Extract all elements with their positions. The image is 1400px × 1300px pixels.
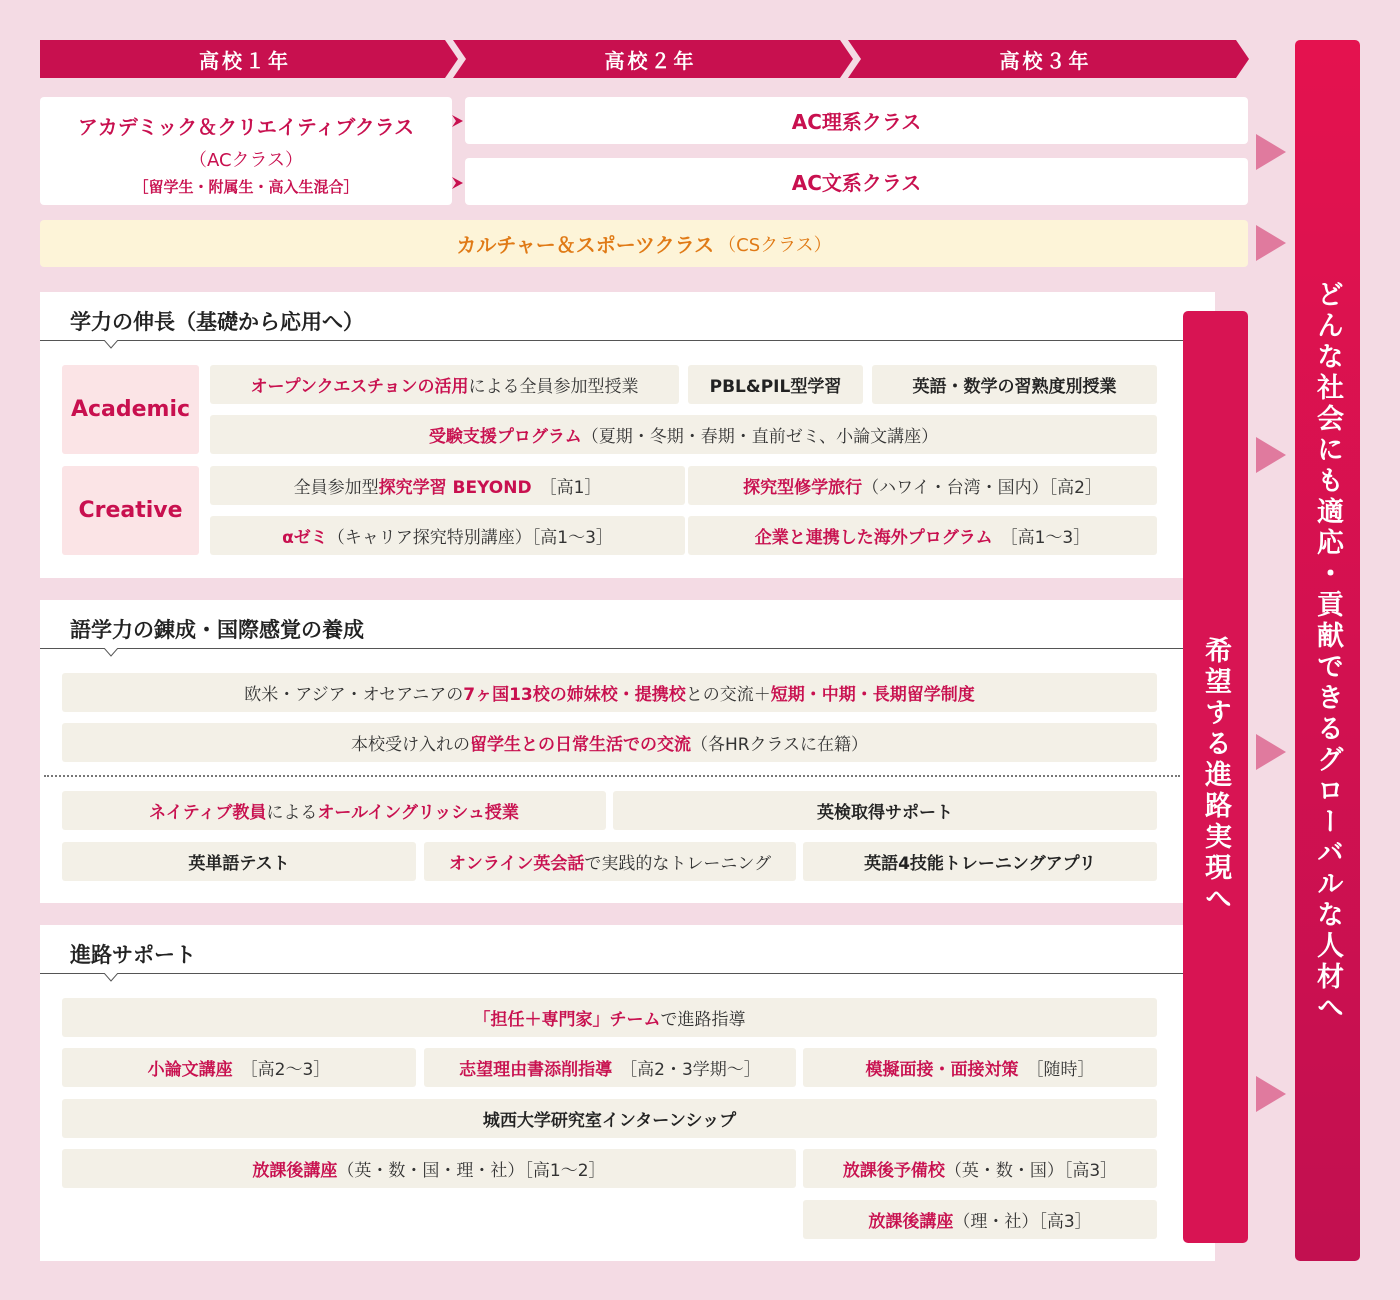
overseas-program-highlight: 企業と連携した海外プログラム [754, 528, 993, 548]
native-teacher-item [62, 791, 606, 830]
beyond-highlight: 探究学習 BEYOND [378, 478, 532, 498]
open-question-item [210, 365, 679, 404]
open-question-text: による全員参加型授業 [468, 377, 639, 397]
after-school-science-highlight: 放課後講座 [868, 1212, 954, 1232]
open-question-highlight: オープンクエスチョンの活用 [250, 377, 469, 397]
year-3-label: 高校３年 [999, 48, 1092, 73]
alpha-seminar-text: （キャリア探究特別講座）［高1～3］ [327, 528, 613, 548]
school-trip-highlight: 探究型修学旅行 [743, 478, 863, 498]
statement-review-item [424, 1048, 796, 1087]
intl-students-item [62, 723, 1157, 762]
section2-title: 語学力の錬成・国際感覚の養成 [70, 618, 364, 642]
dotted-divider [44, 775, 1180, 777]
arrow-triangle-icon [1256, 1076, 1286, 1112]
essay-course-text: ［高2～3］ [240, 1060, 331, 1080]
pointer-notch-icon [104, 340, 118, 349]
ac-science-class: AC理系クラス [465, 97, 1248, 144]
essay-course-item [62, 1048, 416, 1087]
after-school-course-item [62, 1149, 796, 1188]
sister-schools-highlight1: 7ヶ国13校の姉妹校・提携校 [463, 685, 686, 705]
proficiency-class-item: 英語・数学の習熟度別授業 [872, 365, 1157, 404]
ac-humanities-class: AC文系クラス [465, 158, 1248, 205]
ac-class-box [40, 97, 452, 205]
mock-interview-highlight: 模擬面接・面接対策 [865, 1060, 1019, 1080]
pointer-notch-icon [104, 648, 118, 657]
beyond-prefix: 全員参加型 [293, 478, 379, 498]
arrow-right-icon [450, 114, 464, 128]
statement-review-highlight: 志望理由書添削指導 [459, 1060, 613, 1080]
ac-class-title: アカデミック＆クリエイティブクラス [77, 115, 415, 139]
section1-title: 学力の伸長（基礎から応用へ） [70, 310, 364, 334]
eiken-support-item: 英検取得サポート [613, 791, 1157, 830]
global-talent-text: どんな社会にも適応・貢献できるグローバルな人材へ [1312, 280, 1343, 1024]
statement-review-text: ［高2・3学期～］ [620, 1060, 761, 1080]
alpha-seminar-item [210, 516, 685, 555]
homeroom-team-text: で進路指導 [660, 1010, 746, 1030]
arrow-right-icon [450, 176, 464, 190]
beyond-suffix: ［高1］ [539, 478, 602, 498]
native-teacher-highlight2: オールイングリッシュ授業 [317, 803, 519, 823]
year-2-label: 高校２年 [604, 48, 697, 73]
homeroom-team-item [62, 998, 1157, 1037]
sister-schools-text1: 欧米・アジア・オセアニアの [244, 685, 464, 705]
career-goal-bar [1183, 311, 1248, 1243]
ac-class-note: ［留学生・附属生・高入生混合］ [133, 178, 359, 196]
after-school-prep-highlight: 放課後予備校 [842, 1161, 945, 1181]
alpha-seminar-highlight: αゼミ [282, 528, 328, 548]
online-english-highlight: オンライン英会話 [448, 854, 585, 874]
section2-rule [40, 648, 1183, 649]
exam-support-highlight: 受験支援プログラム [428, 427, 582, 447]
year-timeline [40, 40, 1250, 78]
school-trip-item [688, 466, 1157, 505]
cs-class-box [40, 220, 1248, 267]
cs-class-sub: （CSクラス） [718, 234, 832, 256]
native-teacher-text: による [266, 803, 318, 823]
year-1-label: 高校１年 [199, 48, 291, 73]
sister-schools-text2: との交流＋ [685, 685, 771, 705]
arrow-triangle-icon [1256, 437, 1286, 473]
after-school-prep-text: （英・数・国）［高3］ [944, 1161, 1118, 1181]
sister-schools-item [62, 673, 1157, 712]
intl-students-text1: 本校受け入れの [350, 735, 470, 755]
pointer-notch-icon [104, 973, 118, 982]
arrow-triangle-icon [1256, 134, 1286, 170]
overseas-program-item [688, 516, 1157, 555]
after-school-science-text: （理・社）［高3］ [953, 1212, 1092, 1232]
section3-title: 進路サポート [70, 943, 196, 967]
arrow-triangle-icon [1256, 734, 1286, 770]
after-school-course-text: （英・数・国・理・社）［高1～2］ [337, 1161, 606, 1181]
mock-interview-text: ［随時］ [1026, 1060, 1095, 1080]
career-goal-text: 希望する進路実現へ [1200, 636, 1231, 915]
online-english-text: で実践的なトレーニング [584, 854, 772, 874]
sister-schools-highlight2: 短期・中期・長期留学制度 [770, 685, 975, 705]
global-talent-bar [1295, 40, 1360, 1261]
intl-students-text2: （各HRクラスに在籍） [690, 735, 869, 755]
after-school-science-item [803, 1200, 1157, 1239]
exam-support-item [210, 415, 1157, 454]
mock-interview-item [803, 1048, 1157, 1087]
cs-class-title: カルチャー＆スポーツクラス [456, 233, 715, 257]
creative-label: Creative [62, 466, 199, 555]
after-school-course-highlight: 放課後講座 [252, 1161, 338, 1181]
josai-internship-item: 城西大学研究室インターンシップ [62, 1099, 1157, 1138]
academic-label: Academic [62, 365, 199, 454]
after-school-prep-item [803, 1149, 1157, 1188]
intl-students-highlight: 留学生との日常生活での交流 [469, 735, 691, 755]
essay-course-highlight: 小論文講座 [147, 1060, 233, 1080]
ac-class-sub: （ACクラス） [188, 150, 304, 171]
school-trip-text: （ハワイ・台湾・国内）［高2］ [862, 478, 1102, 498]
beyond-item [210, 466, 685, 505]
exam-support-text: （夏期・冬期・春期・直前ゼミ、小論文講座） [581, 427, 939, 447]
vocab-test-item: 英単語テスト [62, 842, 416, 881]
pbl-pil-item: PBL&PIL型学習 [688, 365, 863, 404]
four-skills-app-item: 英語4技能トレーニングアプリ [803, 842, 1157, 881]
arrow-triangle-icon [1256, 225, 1286, 261]
native-teacher-highlight1: ネイティブ教員 [149, 803, 267, 823]
online-english-item [424, 842, 796, 881]
section3-rule [40, 973, 1183, 974]
overseas-program-text: ［高1～3］ [1000, 528, 1091, 548]
section1-rule [40, 340, 1183, 341]
homeroom-team-highlight: 「担任＋専門家」チーム [473, 1010, 661, 1030]
